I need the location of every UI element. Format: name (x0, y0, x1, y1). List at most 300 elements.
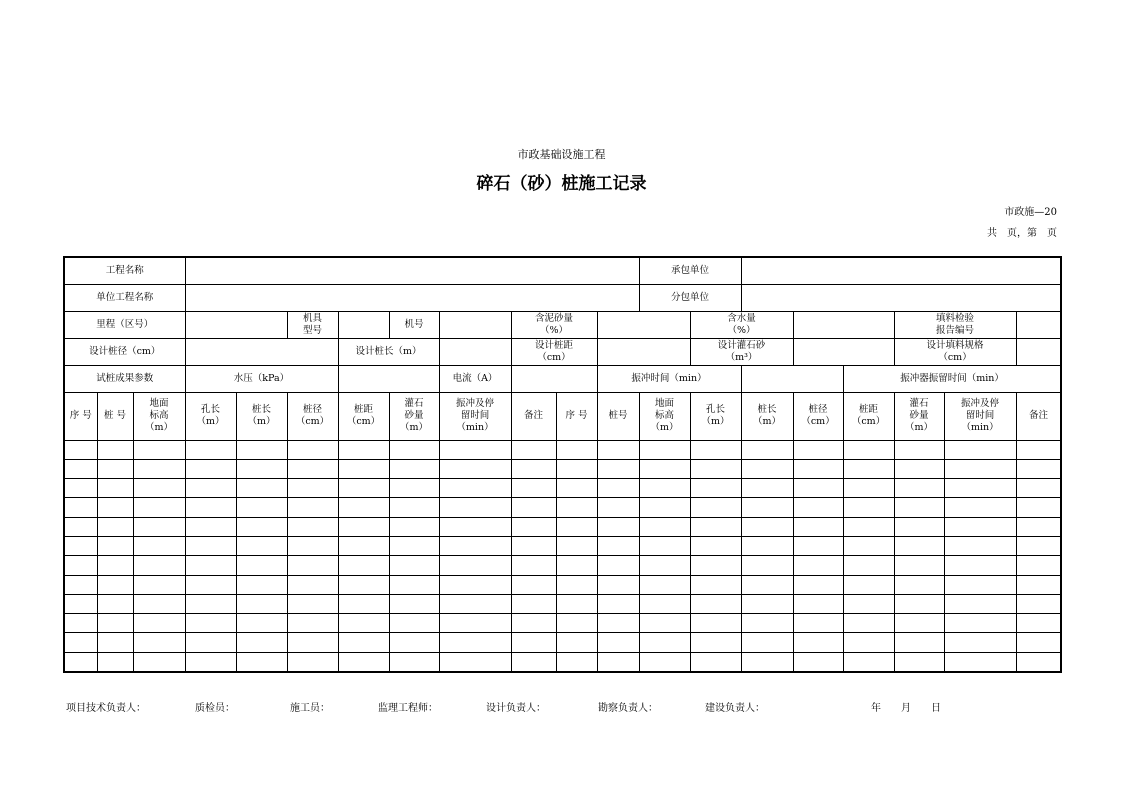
table-cell[interactable] (690, 479, 741, 498)
table-cell[interactable] (439, 575, 511, 594)
table-cell[interactable] (597, 556, 639, 575)
table-cell[interactable] (439, 536, 511, 555)
table-cell[interactable] (793, 536, 843, 555)
column-header: 桩号 (597, 392, 639, 440)
table-row (64, 479, 1061, 498)
table-cell[interactable] (511, 479, 556, 498)
water-pressure-field[interactable] (338, 365, 439, 392)
table-cell[interactable] (389, 614, 439, 633)
table-cell[interactable] (185, 652, 236, 671)
table-cell[interactable] (389, 440, 439, 459)
table-cell[interactable] (389, 498, 439, 517)
document-subtitle: 市政基础设施工程 (517, 148, 606, 161)
table-cell[interactable] (894, 633, 944, 652)
table-cell[interactable] (639, 459, 690, 478)
table-cell[interactable] (793, 479, 843, 498)
table-cell[interactable] (338, 459, 389, 478)
table-cell[interactable] (97, 614, 133, 633)
table-cell[interactable] (1016, 536, 1061, 555)
design-lead-signature: 设计负责人： (486, 703, 546, 714)
table-cell[interactable] (1016, 440, 1061, 459)
table-cell[interactable] (97, 440, 133, 459)
table-cell[interactable] (894, 536, 944, 555)
table-cell[interactable] (236, 652, 287, 671)
table-cell[interactable] (597, 479, 639, 498)
table-cell[interactable] (185, 594, 236, 613)
table-cell[interactable] (597, 652, 639, 671)
table-cell[interactable] (236, 556, 287, 575)
subcontractor-label: 分包单位 (639, 284, 741, 311)
unit-project-field[interactable] (185, 284, 639, 311)
table-cell[interactable] (741, 459, 793, 478)
table-cell[interactable] (511, 594, 556, 613)
table-cell[interactable] (287, 575, 338, 594)
table-cell[interactable] (338, 498, 389, 517)
design-diameter-field[interactable] (185, 338, 338, 365)
table-cell[interactable] (97, 459, 133, 478)
table-cell[interactable] (287, 517, 338, 536)
table-cell[interactable] (236, 614, 287, 633)
column-header: 灌石 砂量 （m） (894, 392, 944, 440)
table-row (64, 517, 1061, 536)
table-cell[interactable] (133, 459, 185, 478)
table-cell[interactable] (287, 594, 338, 613)
table-cell[interactable] (185, 517, 236, 536)
table-row (64, 575, 1061, 594)
table-cell[interactable] (944, 594, 1016, 613)
column-header: 桩 号 (97, 392, 133, 440)
table-cell[interactable] (133, 575, 185, 594)
table-cell[interactable] (236, 517, 287, 536)
table-cell[interactable] (793, 556, 843, 575)
table-cell[interactable] (511, 459, 556, 478)
table-cell[interactable] (639, 498, 690, 517)
table-cell[interactable] (843, 479, 894, 498)
table-cell[interactable] (741, 594, 793, 613)
table-cell[interactable] (133, 652, 185, 671)
table-cell[interactable] (64, 652, 97, 671)
table-cell[interactable] (511, 498, 556, 517)
table-cell[interactable] (338, 652, 389, 671)
table-cell[interactable] (597, 614, 639, 633)
table-cell[interactable] (97, 633, 133, 652)
table-cell[interactable] (287, 440, 338, 459)
water-content-label: 含水量 （%） (690, 311, 793, 338)
table-cell[interactable] (439, 594, 511, 613)
table-cell[interactable] (843, 614, 894, 633)
trial-params-label: 试桩成果参数 (64, 365, 185, 392)
supervisor-signature: 监理工程师： (378, 703, 438, 714)
table-cell[interactable] (338, 536, 389, 555)
table-cell[interactable] (511, 614, 556, 633)
table-cell[interactable] (439, 652, 511, 671)
table-cell[interactable] (639, 594, 690, 613)
table-cell[interactable] (389, 633, 439, 652)
table-cell[interactable] (185, 536, 236, 555)
table-cell[interactable] (97, 498, 133, 517)
table-cell[interactable] (597, 633, 639, 652)
table-cell[interactable] (843, 536, 894, 555)
column-header: 桩距 （cm） (338, 392, 389, 440)
table-cell[interactable] (741, 556, 793, 575)
machine-type-label: 机具 型号 (287, 311, 338, 338)
table-cell[interactable] (894, 614, 944, 633)
column-header: 孔长 （m） (690, 392, 741, 440)
table-cell[interactable] (64, 633, 97, 652)
table-cell[interactable] (690, 633, 741, 652)
table-cell[interactable] (389, 536, 439, 555)
table-cell[interactable] (944, 440, 1016, 459)
table-cell[interactable] (741, 517, 793, 536)
table-cell[interactable] (639, 479, 690, 498)
table-cell[interactable] (690, 575, 741, 594)
table-cell[interactable] (236, 479, 287, 498)
table-cell[interactable] (64, 594, 97, 613)
table-cell[interactable] (639, 575, 690, 594)
column-header: 地面 标高 （m） (133, 392, 185, 440)
table-cell[interactable] (690, 594, 741, 613)
table-cell[interactable] (690, 517, 741, 536)
table-cell[interactable] (843, 517, 894, 536)
table-cell[interactable] (236, 459, 287, 478)
table-cell[interactable] (556, 440, 597, 459)
column-header: 备注 (1016, 392, 1061, 440)
inspector-signature: 质检员： (195, 703, 235, 714)
fill-report-field[interactable] (1016, 311, 1061, 338)
design-spacing-field[interactable] (597, 338, 690, 365)
table-cell[interactable] (439, 459, 511, 478)
table-cell[interactable] (1016, 517, 1061, 536)
table-cell[interactable] (944, 652, 1016, 671)
subcontractor-field[interactable] (741, 284, 1061, 311)
table-cell[interactable] (1016, 594, 1061, 613)
table-cell[interactable] (793, 498, 843, 517)
table-cell[interactable] (793, 614, 843, 633)
table-cell[interactable] (690, 459, 741, 478)
table-cell[interactable] (338, 517, 389, 536)
table-cell[interactable] (338, 614, 389, 633)
table-cell[interactable] (1016, 633, 1061, 652)
table-cell[interactable] (287, 652, 338, 671)
vibration-time-field[interactable] (741, 365, 843, 392)
table-cell[interactable] (287, 536, 338, 555)
design-fill-spec-label: 设计填料规格 （cm） (894, 338, 1016, 365)
table-cell[interactable] (597, 498, 639, 517)
table-cell[interactable] (236, 633, 287, 652)
table-cell[interactable] (511, 575, 556, 594)
table-cell[interactable] (793, 440, 843, 459)
table-cell[interactable] (64, 479, 97, 498)
table-cell[interactable] (690, 614, 741, 633)
table-cell[interactable] (511, 536, 556, 555)
signature-date: 年 月 日 (871, 703, 941, 714)
table-cell[interactable] (894, 652, 944, 671)
table-cell[interactable] (185, 498, 236, 517)
table-cell[interactable] (1016, 652, 1061, 671)
table-cell[interactable] (843, 575, 894, 594)
table-row (64, 498, 1061, 517)
table-cell[interactable] (1016, 575, 1061, 594)
table-cell[interactable] (185, 633, 236, 652)
machine-type-field[interactable] (338, 311, 389, 338)
table-cell[interactable] (793, 594, 843, 613)
table-cell[interactable] (556, 498, 597, 517)
current-field[interactable] (511, 365, 597, 392)
table-cell[interactable] (597, 536, 639, 555)
table-cell[interactable] (639, 652, 690, 671)
table-cell[interactable] (741, 652, 793, 671)
table-cell[interactable] (556, 614, 597, 633)
table-cell[interactable] (793, 517, 843, 536)
table-cell[interactable] (894, 517, 944, 536)
table-cell[interactable] (556, 556, 597, 575)
table-cell[interactable] (556, 459, 597, 478)
fill-report-label: 填料检验 报告编号 (894, 311, 1016, 338)
table-cell[interactable] (236, 594, 287, 613)
unit-project-label: 单位工程名称 (64, 284, 185, 311)
owner-lead-signature: 建设负责人： (705, 703, 765, 714)
table-cell[interactable] (793, 459, 843, 478)
table-cell[interactable] (133, 633, 185, 652)
table-cell[interactable] (843, 594, 894, 613)
table-cell[interactable] (639, 614, 690, 633)
table-cell[interactable] (185, 556, 236, 575)
table-cell[interactable] (793, 652, 843, 671)
column-header: 振冲及停 留时间 （min） (439, 392, 511, 440)
table-cell[interactable] (894, 575, 944, 594)
table-cell[interactable] (97, 536, 133, 555)
table-cell[interactable] (439, 498, 511, 517)
table-cell[interactable] (556, 479, 597, 498)
table-cell[interactable] (741, 479, 793, 498)
table-cell[interactable] (439, 556, 511, 575)
table-cell[interactable] (894, 459, 944, 478)
table-cell[interactable] (64, 459, 97, 478)
vibrator-dwell-label: 振冲器振留时间（min） (843, 365, 1061, 392)
design-length-field[interactable] (439, 338, 511, 365)
contractor-field[interactable] (741, 257, 1061, 284)
table-cell[interactable] (287, 614, 338, 633)
column-header: 桩径 （cm） (793, 392, 843, 440)
column-header: 序 号 (556, 392, 597, 440)
table-cell[interactable] (690, 556, 741, 575)
table-cell[interactable] (639, 556, 690, 575)
table-cell[interactable] (1016, 614, 1061, 633)
table-cell[interactable] (1016, 556, 1061, 575)
table-cell[interactable] (1016, 498, 1061, 517)
table-cell[interactable] (639, 633, 690, 652)
table-cell[interactable] (894, 594, 944, 613)
column-header: 振冲及停 留时间 （min） (944, 392, 1016, 440)
table-cell[interactable] (597, 594, 639, 613)
table-cell[interactable] (944, 459, 1016, 478)
table-cell[interactable] (133, 479, 185, 498)
tech-lead-signature: 项目技术负责人： (66, 703, 146, 714)
table-cell[interactable] (389, 652, 439, 671)
table-cell[interactable] (338, 594, 389, 613)
table-cell[interactable] (556, 575, 597, 594)
table-cell[interactable] (338, 633, 389, 652)
table-cell[interactable] (236, 440, 287, 459)
survey-lead-signature: 勘察负责人： (598, 703, 658, 714)
column-header-row (64, 392, 1061, 440)
table-cell[interactable] (944, 517, 1016, 536)
table-cell[interactable] (556, 652, 597, 671)
table-cell[interactable] (944, 633, 1016, 652)
table-cell[interactable] (97, 652, 133, 671)
table-cell[interactable] (843, 652, 894, 671)
table-cell[interactable] (389, 575, 439, 594)
table-cell[interactable] (1016, 459, 1061, 478)
table-cell[interactable] (511, 556, 556, 575)
table-cell[interactable] (389, 459, 439, 478)
document-title: 碎石（砂）桩施工记录 (476, 174, 647, 194)
table-cell[interactable] (439, 633, 511, 652)
table-cell[interactable] (185, 614, 236, 633)
table-row (64, 536, 1061, 555)
table-cell[interactable] (639, 440, 690, 459)
table-cell[interactable] (133, 498, 185, 517)
table-cell[interactable] (690, 652, 741, 671)
table-cell[interactable] (556, 536, 597, 555)
table-cell[interactable] (741, 575, 793, 594)
table-cell[interactable] (843, 440, 894, 459)
table-cell[interactable] (894, 556, 944, 575)
table-cell[interactable] (944, 556, 1016, 575)
table-cell[interactable] (894, 440, 944, 459)
table-cell[interactable] (338, 575, 389, 594)
table-cell[interactable] (511, 652, 556, 671)
table-cell[interactable] (287, 459, 338, 478)
table-cell[interactable] (597, 517, 639, 536)
table-cell[interactable] (338, 556, 389, 575)
table-cell[interactable] (338, 479, 389, 498)
table-cell[interactable] (741, 614, 793, 633)
table-cell[interactable] (64, 536, 97, 555)
table-cell[interactable] (793, 575, 843, 594)
mud-content-field[interactable] (597, 311, 690, 338)
table-cell[interactable] (389, 594, 439, 613)
design-length-label: 设计桩长（m） (338, 338, 439, 365)
table-cell[interactable] (741, 633, 793, 652)
table-cell[interactable] (894, 479, 944, 498)
table-cell[interactable] (236, 575, 287, 594)
table-cell[interactable] (944, 479, 1016, 498)
table-cell[interactable] (944, 614, 1016, 633)
table-cell[interactable] (741, 536, 793, 555)
design-gravel-field[interactable] (793, 338, 894, 365)
table-cell[interactable] (185, 479, 236, 498)
table-cell[interactable] (639, 517, 690, 536)
table-cell[interactable] (597, 440, 639, 459)
table-cell[interactable] (944, 575, 1016, 594)
table-cell[interactable] (511, 633, 556, 652)
water-content-field[interactable] (793, 311, 894, 338)
table-cell[interactable] (133, 556, 185, 575)
table-cell[interactable] (64, 575, 97, 594)
table-cell[interactable] (389, 517, 439, 536)
table-cell[interactable] (597, 575, 639, 594)
table-cell[interactable] (793, 633, 843, 652)
project-name-label: 工程名称 (64, 257, 185, 284)
table-cell[interactable] (97, 594, 133, 613)
table-cell[interactable] (843, 498, 894, 517)
table-cell[interactable] (439, 517, 511, 536)
table-cell[interactable] (741, 440, 793, 459)
column-header: 桩长 （m） (236, 392, 287, 440)
table-cell[interactable] (236, 536, 287, 555)
table-cell[interactable] (556, 594, 597, 613)
table-row (64, 459, 1061, 478)
table-cell[interactable] (338, 440, 389, 459)
table-cell[interactable] (439, 614, 511, 633)
table-cell[interactable] (944, 498, 1016, 517)
table-cell[interactable] (97, 479, 133, 498)
table-cell[interactable] (556, 517, 597, 536)
table-cell[interactable] (133, 594, 185, 613)
table-cell[interactable] (741, 498, 793, 517)
table-cell[interactable] (185, 459, 236, 478)
table-cell[interactable] (843, 556, 894, 575)
table-cell[interactable] (597, 459, 639, 478)
table-cell[interactable] (894, 498, 944, 517)
table-cell[interactable] (97, 575, 133, 594)
table-cell[interactable] (133, 517, 185, 536)
table-cell[interactable] (690, 498, 741, 517)
table-cell[interactable] (97, 556, 133, 575)
table-cell[interactable] (185, 575, 236, 594)
table-cell[interactable] (64, 498, 97, 517)
table-cell[interactable] (690, 536, 741, 555)
table-cell[interactable] (287, 479, 338, 498)
table-cell[interactable] (64, 614, 97, 633)
design-fill-spec-field[interactable] (1016, 338, 1061, 365)
table-cell[interactable] (639, 536, 690, 555)
table-row (64, 440, 1061, 459)
machine-no-field[interactable] (439, 311, 511, 338)
table-cell[interactable] (511, 440, 556, 459)
column-header: 孔长 （m） (185, 392, 236, 440)
project-name-field[interactable] (185, 257, 639, 284)
table-cell[interactable] (97, 517, 133, 536)
table-cell[interactable] (944, 536, 1016, 555)
table-cell[interactable] (64, 556, 97, 575)
table-cell[interactable] (511, 517, 556, 536)
table-cell[interactable] (64, 440, 97, 459)
mileage-field[interactable] (185, 311, 287, 338)
table-cell[interactable] (843, 633, 894, 652)
table-cell[interactable] (64, 517, 97, 536)
table-cell[interactable] (287, 633, 338, 652)
table-cell[interactable] (236, 498, 287, 517)
table-cell[interactable] (389, 556, 439, 575)
table-cell[interactable] (133, 614, 185, 633)
table-cell[interactable] (389, 479, 439, 498)
table-cell[interactable] (439, 440, 511, 459)
table-cell[interactable] (287, 498, 338, 517)
table-cell[interactable] (287, 556, 338, 575)
table-cell[interactable] (1016, 479, 1061, 498)
table-cell[interactable] (556, 633, 597, 652)
table-cell[interactable] (133, 440, 185, 459)
table-cell[interactable] (843, 459, 894, 478)
table-cell[interactable] (185, 440, 236, 459)
column-header: 灌石 砂量 （m） (389, 392, 439, 440)
table-cell[interactable] (439, 479, 511, 498)
table-cell[interactable] (690, 440, 741, 459)
page-info: 共 页，第 页 (987, 228, 1057, 239)
table-cell[interactable] (133, 536, 185, 555)
